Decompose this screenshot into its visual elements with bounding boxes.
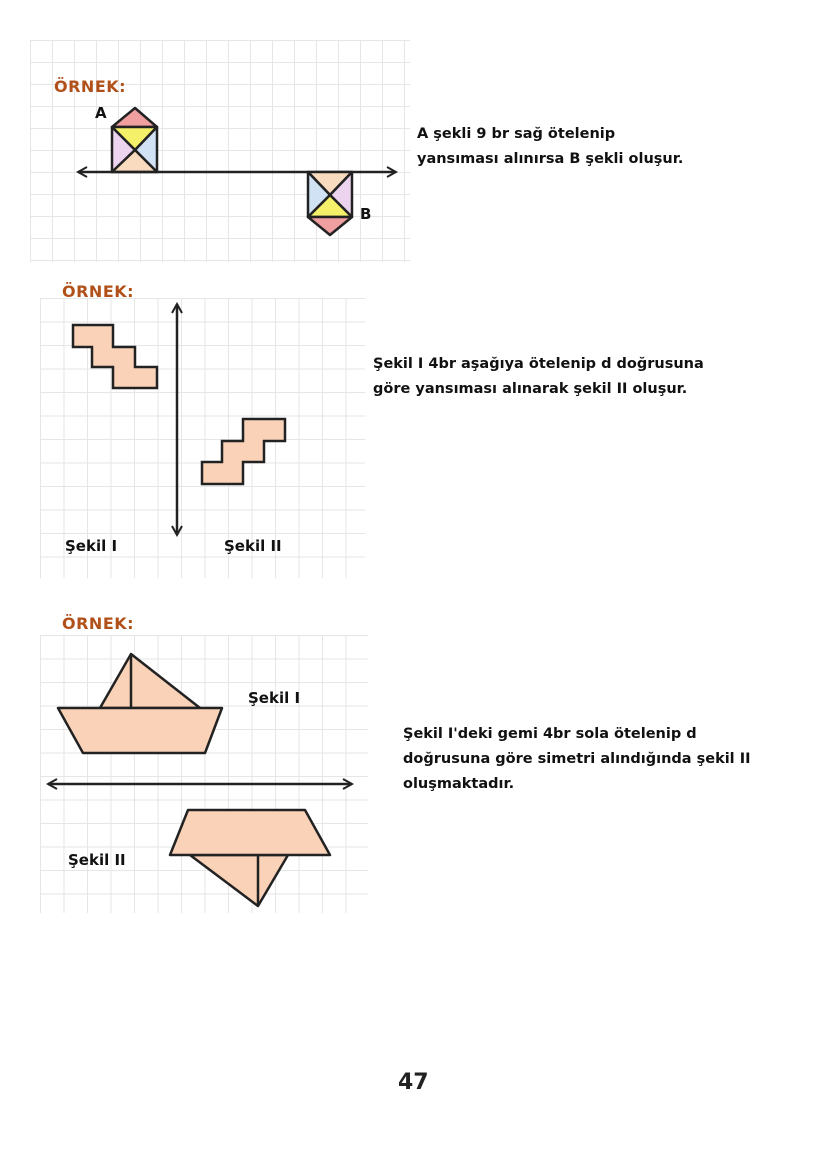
label-b: B [360, 205, 372, 223]
text-line: Şekil I'deki gemi 4br sola ötelenip d [403, 726, 697, 742]
example-1-text [417, 122, 683, 172]
shape-a [112, 108, 157, 172]
label-a: A [95, 104, 107, 122]
text-line: oluşmaktadır. [403, 776, 515, 792]
label-sekil-2: Şekil II [224, 537, 282, 555]
text-line: doğrusuna göre simetri alındığında şekil II [403, 751, 751, 767]
label-sekil-2: Şekil II [68, 851, 126, 869]
example-heading: ÖRNEK: [62, 614, 135, 633]
example-heading: ÖRNEK: [54, 77, 127, 96]
text-line: göre yansıması alınarak şekil II oluşur. [373, 381, 688, 397]
example-heading: ÖRNEK: [62, 282, 135, 301]
example-3-text [403, 722, 751, 797]
shape-b [308, 172, 352, 235]
page-number: 47 [398, 1070, 429, 1095]
text-line: yansıması alınırsa B şekli oluşur. [417, 151, 684, 167]
label-sekil-1: Şekil I [65, 537, 118, 555]
shape-sekil-1-steps [73, 325, 157, 388]
shape-sekil-2-steps [202, 419, 285, 484]
text-line: Şekil I 4br aşağıya ötelenip d doğrusuna [373, 356, 704, 372]
boat-sekil-1 [58, 654, 222, 753]
boat-sekil-2 [170, 810, 330, 906]
label-sekil-1: Şekil I [248, 689, 301, 707]
example-2-text [373, 352, 704, 402]
text-line: A şekli 9 br sağ ötelenip [417, 126, 616, 142]
